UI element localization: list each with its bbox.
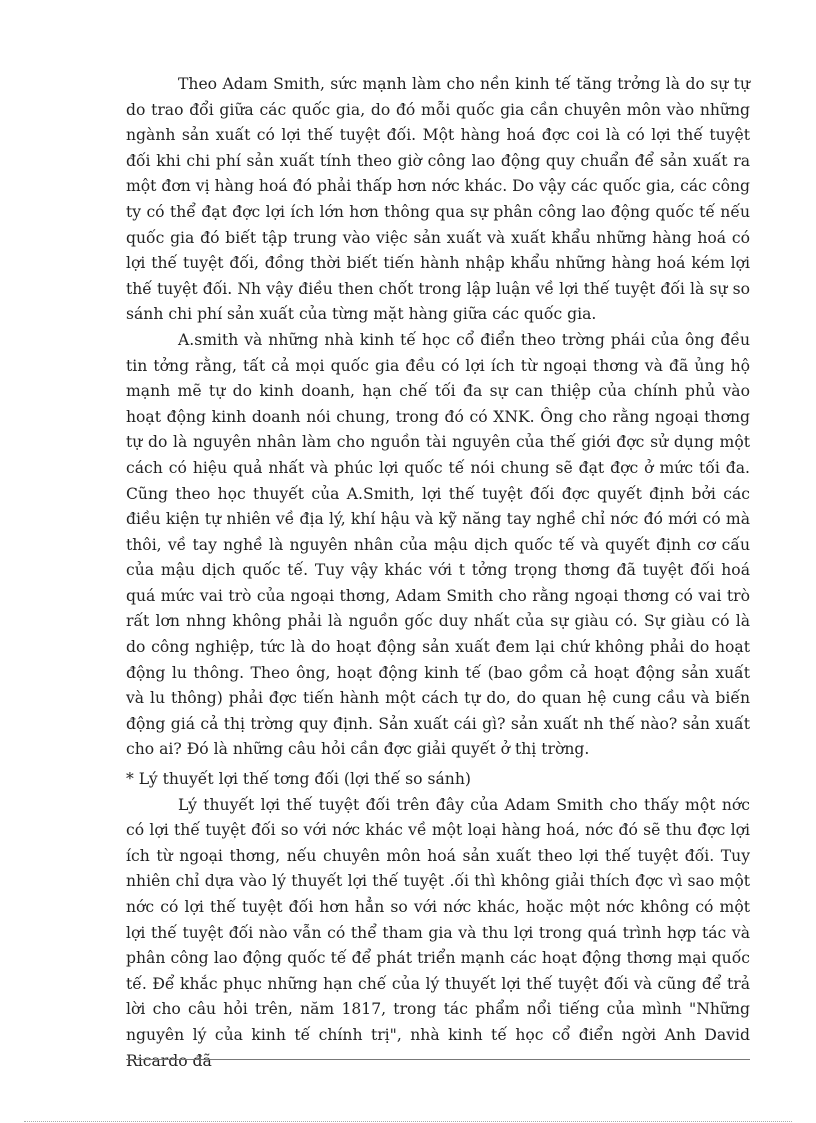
document-body [126,72,750,1074]
section-heading: * Lý thuyết lợi thế tơng đối (lợi thế so sánh) [126,770,471,789]
paragraph-3: Lý thuyết lợi thế tuyệt đối trên đây của Adam Smith cho thấy một nớc có lợi thế tuyệt đối so với nớc khác về một loại hàng hoá, nớc đó sẽ thu đợc lợi ích từ ngoại thơng, nếu chuyên môn hoá sản xuất theo lợi thế tuyệt đối. Tuy nhiên chỉ dựa vào lý thuyết lợi thế tuyệt .ối thì không giải thích đợc vì sao một nớc có lợi thế tuyệt đối hơn hẳn so với nớc khác, hoặc một nớc không có một lợi thế tuyệt đối nào vẫn có thể tham gia và thu lợi trong quá trình hợp tác và phân công lao động quốc tế để phát triển mạnh các hoạt động thơng mại quốc tế. Để khắc phục những hạn chế của lý thuyết lợi thế tuyệt đối và cũng để trả lời cho câu hỏi trên, năm 1817, trong tác phẩm nổi tiếng của mình "Những nguyên lý của kinh tế chính trị", nhà kinh tế học cổ điển ngời Anh David Ricardo đã [126,795,750,1070]
paragraph-1: Theo Adam Smith, sức mạnh làm cho nền kinh tế tăng trởng là do sự tự do trao đổi giữa các quốc gia, do đó mỗi quốc gia cần chuyên môn vào những ngành sản xuất có lợi thế tuyệt đối. Một hàng hoá đợc coi là có lợi thế tuyệt đối khi chi phí sản xuất tính theo giờ công lao động quy chuẩn để sản xuất ra một đơn vị hàng hoá đó phải thấp hơn nớc khác. Do vậy các quốc gia, các công ty có thể đạt đợc lợi ích lớn hơn thông qua sự phân công lao động quốc tế nếu quốc gia đó biết tập trung vào việc sản xuất và xuất khẩu những hàng hoá có lợi thế tuyệt đối, đồng thời biết tiến hành nhập khẩu những hàng hoá kém lợi thế tuyệt đối. Nh vậy điều then chốt trong lập luận về lợi thế tuyệt đối là sự so sánh chi phí sản xuất của từng mặt hàng giữa các quốc gia. [126,75,750,324]
paragraph-2: A.smith và những nhà kinh tế học cổ điển theo trờng phái của ông đều tin tởng rằng, tất cả mọi quốc gia đều có lợi ích từ ngoại thơng và đã ủng hộ mạnh mẽ tự do kinh doanh, hạn chế tối đa sự can thiệp của chính phủ vào hoạt động kinh doanh nói chung, trong đó có XNK. Ông cho rằng ngoại thơng tự do là nguyên nhân làm cho nguồn tài nguyên của thế giới đợc sử dụng một cách có hiệu quả nhất và phúc lợi quốc tế nói chung sẽ đạt đợc ở mức tối đa. Cũng theo học thuyết của A.Smith, lợi thế tuyệt đối đợc quyết định bởi các điều kiện tự nhiên về địa lý, khí hậu và kỹ năng tay nghề chỉ nớc đó mới có mà thôi, về tay nghề là nguyên nhân của mậu dịch quốc tế và quyết định cơ cấu của mậu dịch quốc tế. Tuy vậy khác với t tởng trọng thơng đã tuyệt đối hoá quá mức vai trò của ngoại thơng, Adam Smith cho rằng ngoại thơng có vai trò rất lơn nhng không phải là nguồn gốc duy nhất của sự giàu có. Sự giàu có là do công nghiệp, tức là do hoạt động sản xuất đem lại chứ không phải do hoạt động lu thông. Theo ông, hoạt động kinh tế (bao gồm cả hoạt động sản xuất và lu thông) phải đợc tiến hành một cách tự do, do quan hệ cung cầu và biến động giá cả thị trờng quy định. Sản xuất cái gì? sản xuất nh thế nào? sản xuất cho ai? Đó là những câu hỏi cần đợc giải quyết ở thị trờng. [126,330,750,759]
page-bottom-dotted-rule [24,1121,792,1122]
footer-rule [126,1059,750,1060]
